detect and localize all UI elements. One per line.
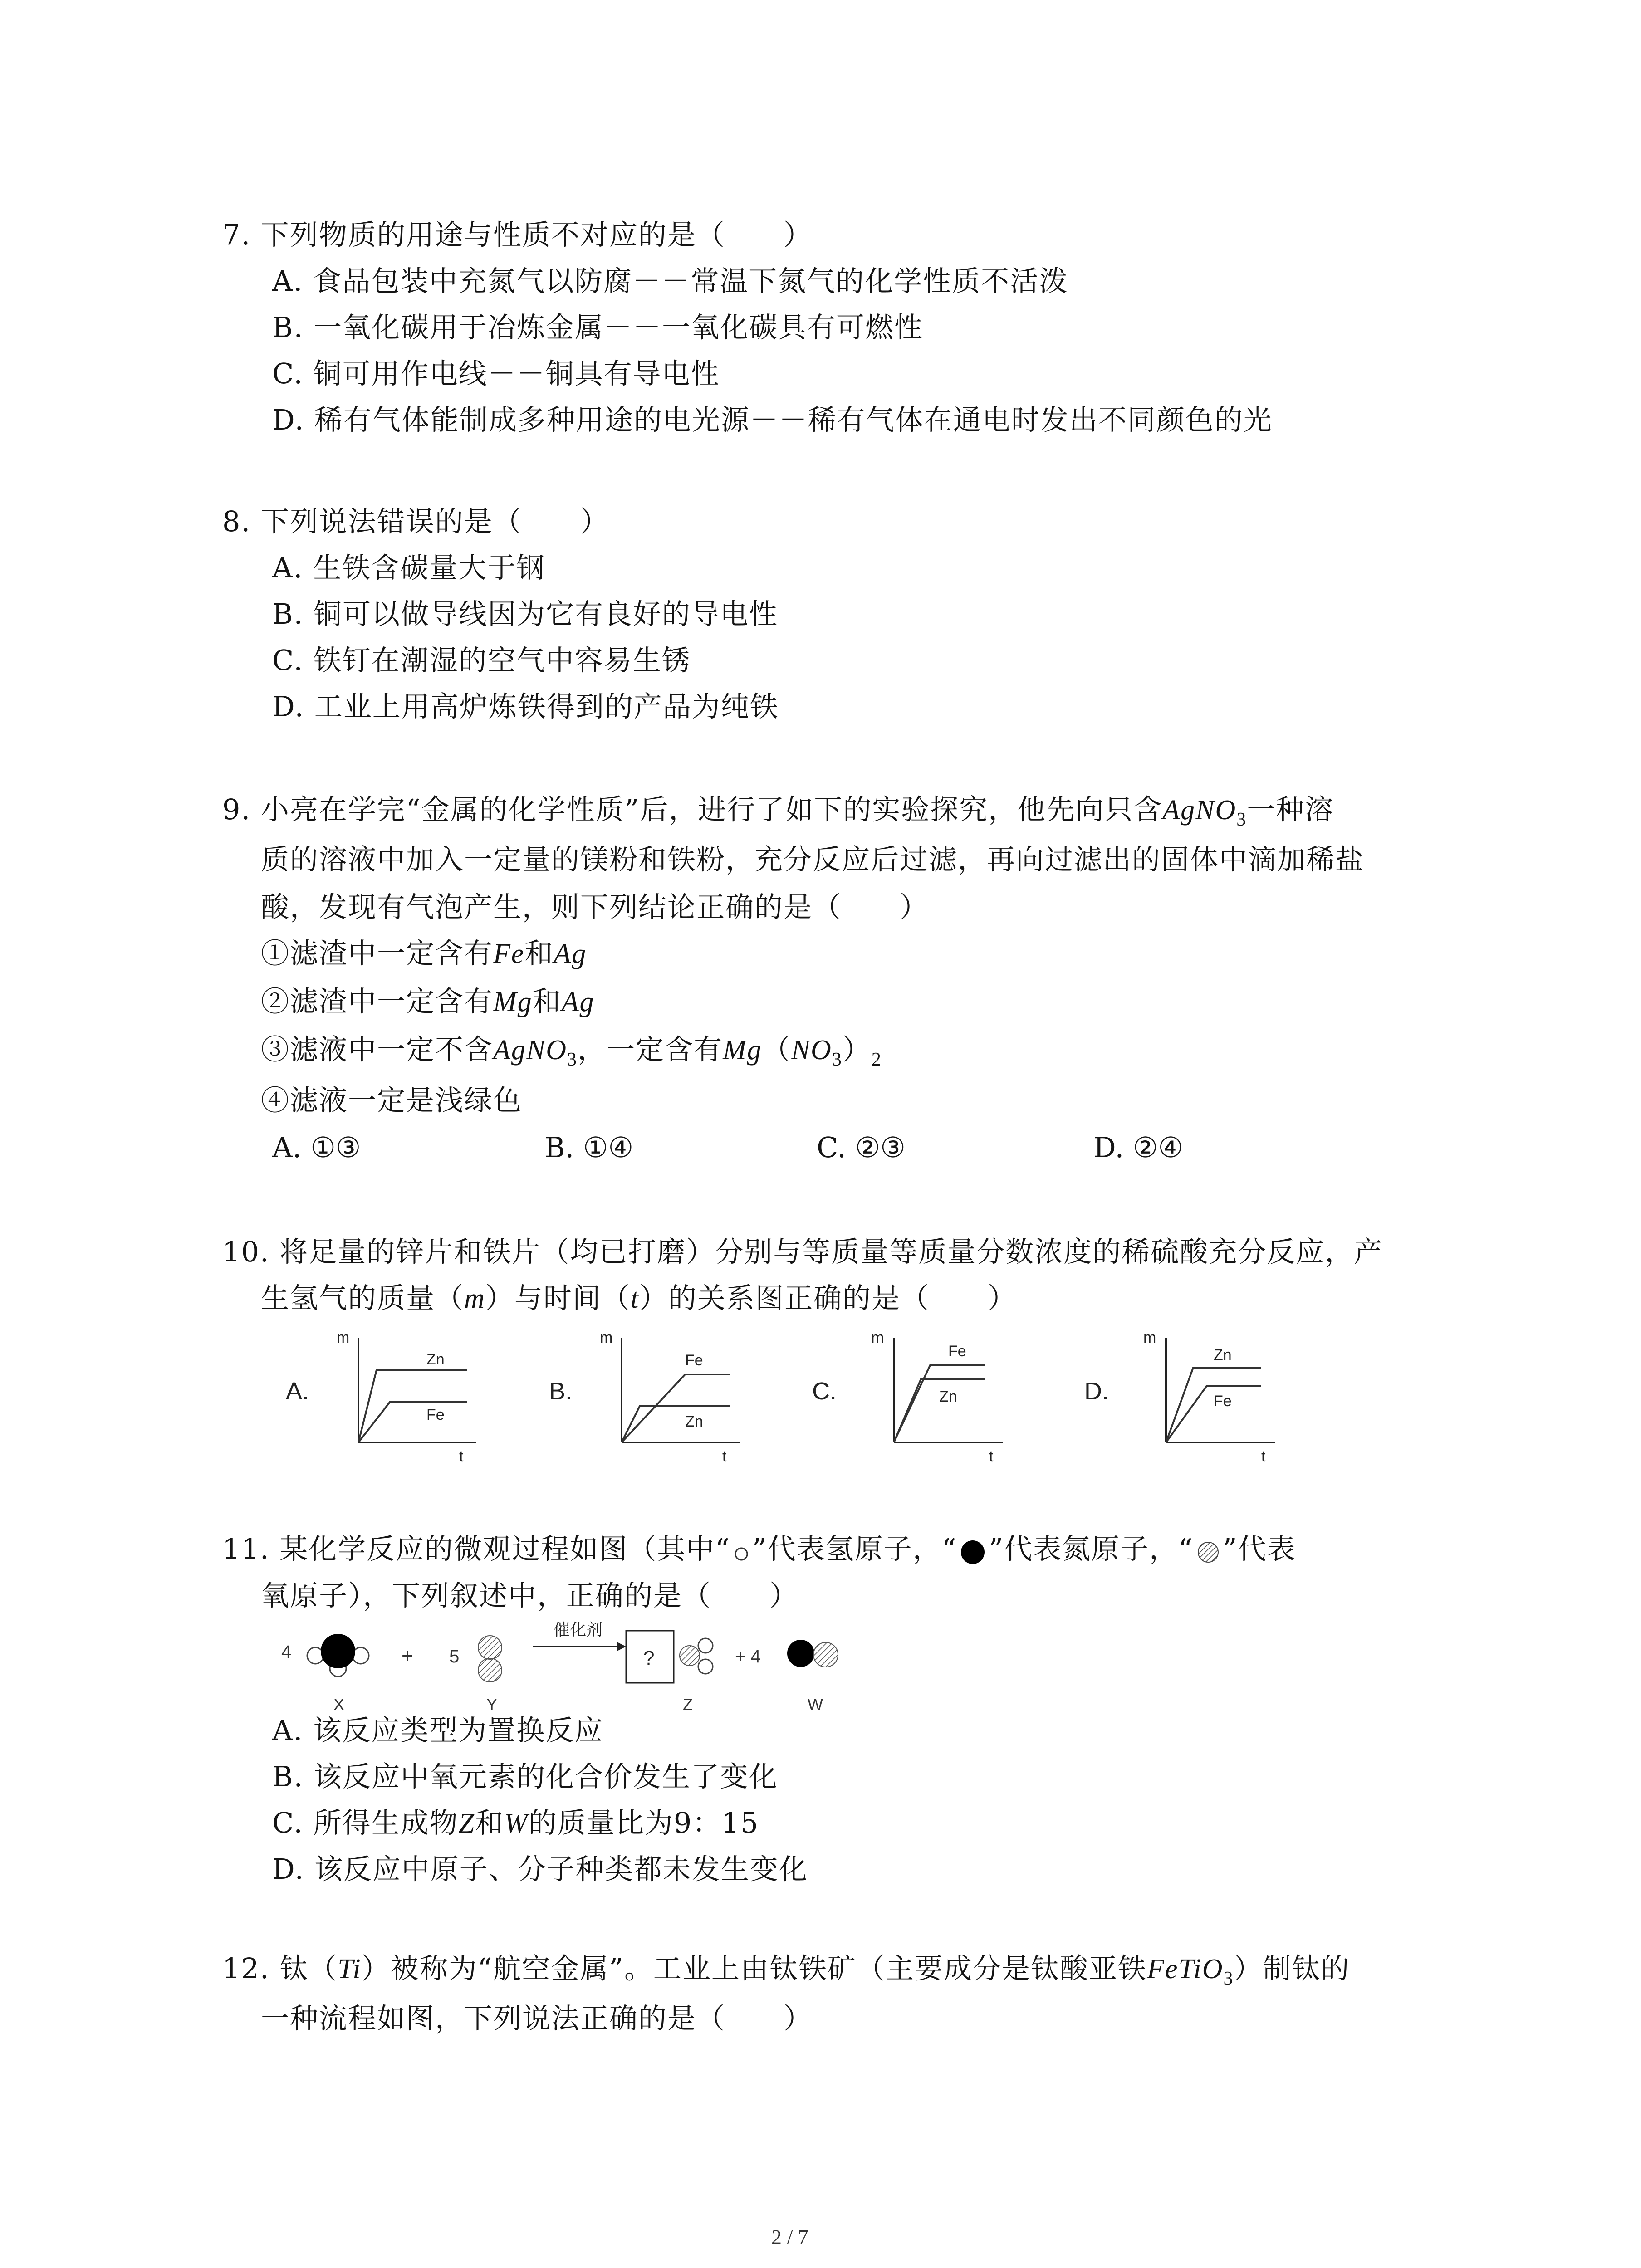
plus-sign: +	[402, 1645, 413, 1667]
page-number: 2 / 7	[771, 2225, 808, 2248]
q9-formula: Ag	[554, 938, 587, 969]
q12-text: ）被称为“航空金属”。工业上由钛铁矿（主要成分是钛酸亚铁	[361, 1952, 1147, 1985]
q9-formula: Fe	[493, 938, 525, 969]
graph-option-label: B.	[549, 1378, 573, 1405]
q10-var-m: m	[464, 1283, 485, 1314]
coef-x: 4	[281, 1642, 292, 1662]
q9-subscript: 3	[567, 1049, 578, 1070]
lower-curve-label: Zn	[939, 1388, 957, 1405]
q9-text: ②滤渣中一定含有	[261, 985, 494, 1018]
y-axis-label: m	[600, 1329, 613, 1346]
oxygen-atom-icon	[1194, 1538, 1223, 1565]
lower-curve-label: Fe	[1214, 1393, 1232, 1410]
q9-formula: AgNO	[493, 1035, 568, 1066]
q12-text: ）制钛的	[1234, 1952, 1350, 1985]
x-axis-label: t	[989, 1448, 994, 1465]
q7-stem: 7. 下列物质的用途与性质不对应的是（ ）	[222, 218, 813, 251]
coef-y: 5	[449, 1647, 460, 1667]
nitrogen-atom-icon	[957, 1538, 989, 1565]
q10-text: ）的关系图正确的是（ ）	[639, 1281, 1017, 1315]
q9-text: （	[762, 1033, 791, 1066]
x-axis-label: t	[459, 1448, 464, 1465]
q9-subscript: 3	[1236, 809, 1247, 830]
q9-stem-line1	[222, 792, 1334, 838]
q10-graph-b	[549, 1329, 758, 1481]
q9-subscript: 2	[871, 1049, 882, 1070]
q12-subscript: 3	[1223, 1968, 1234, 1989]
oxygen-atom-icon	[478, 1636, 502, 1659]
q9-formula: NO	[791, 1035, 832, 1066]
q8-option-b: B. 铜可以做导线因为它有良好的导电性	[272, 597, 778, 631]
q11-var-w: W	[504, 1808, 529, 1839]
x-axis-label: t	[1261, 1448, 1266, 1465]
q11-stem-line2: 氧原子），下列叙述中，正确的是（ ）	[261, 1579, 799, 1612]
q8-stem: 8. 下列说法错误的是（ ）	[222, 505, 609, 538]
hydrogen-atom-icon	[698, 1638, 713, 1653]
q10-stem-line1: 10. 将足量的锌片和铁片（均已打磨）分别与等质量等质量分数浓度的稀硫酸充分反应，产	[222, 1235, 1383, 1268]
q9-text: 和	[524, 937, 554, 970]
q7-option-a: A. 食品包装中充氮气以防腐－－常温下氮气的化学性质不活泼	[272, 264, 1068, 298]
catalyst-label: 催化剂	[554, 1620, 603, 1639]
q8-option-d: D. 工业上用高炉炼铁得到的产品为纯铁	[272, 690, 779, 723]
q9-option-a: A. ①③	[272, 1131, 361, 1164]
q10-graph-a	[286, 1329, 495, 1481]
q12-stem-line2: 一种流程如图，下列说法正确的是（ ）	[261, 2002, 813, 2035]
q10-graph-d	[1084, 1329, 1293, 1481]
q12-formula: FeTiO	[1147, 1954, 1224, 1984]
upper-curve-label: Fe	[685, 1352, 703, 1369]
unknown-mark: ?	[643, 1647, 655, 1669]
q7-option-c: C. 铜可用作电线－－铜具有导电性	[272, 357, 720, 390]
q9-formula: Mg	[493, 987, 533, 1017]
q8-option-c: C. 铁钉在潮湿的空气中容易生锈	[272, 644, 691, 677]
oxygen-atom-icon	[478, 1658, 502, 1682]
q9-text: 和	[532, 985, 562, 1018]
q10-graph-c	[812, 1329, 1021, 1481]
q9-option-d: D. ②④	[1093, 1131, 1184, 1164]
q11-option-d: D. 该反应中原子、分子种类都未发生变化	[272, 1853, 808, 1886]
q11-text: 和	[475, 1806, 505, 1839]
q12-formula: Ti	[338, 1954, 362, 1984]
q9-statement-2	[261, 983, 595, 1020]
y-axis-label: m	[337, 1329, 350, 1346]
q9-statement-1	[261, 935, 587, 972]
q9-text: ③滤液中一定不含	[261, 1033, 494, 1066]
q9-stem-line2: 质的溶液中加入一定量的镁粉和铁粉，充分反应后过滤，再向过滤出的固体中滴加稀盐	[261, 843, 1365, 876]
upper-curve-label: Zn	[426, 1351, 445, 1368]
q12-stem-line1	[222, 1950, 1350, 1997]
q11-option-b: B. 该反应中氧元素的化合价发生了变化	[272, 1760, 778, 1793]
q7-option-b: B. 一氧化碳用于冶炼金属－－一氧化碳具有可燃性	[272, 311, 923, 344]
hydrogen-atom-icon	[730, 1541, 752, 1563]
graph-option-label: D.	[1084, 1378, 1109, 1405]
q9-formula: Ag	[561, 987, 595, 1017]
label-w: W	[808, 1695, 823, 1714]
q9-text: 9. 小亮在学完“金属的化学性质”后，进行了如下的实验探究，他先向只含	[222, 793, 1163, 826]
oxygen-atom-icon	[813, 1642, 838, 1667]
graph-option-label: C.	[812, 1378, 837, 1405]
q10-text: 生氢气的质量（	[261, 1281, 465, 1315]
lower-curve-label: Fe	[426, 1406, 445, 1423]
q11-text: ”代表	[1222, 1532, 1296, 1565]
q9-formula: AgNO	[1162, 795, 1237, 826]
q7-option-d: D. 稀有气体能制成多种用途的电光源－－稀有气体在通电时发出不同颜色的光	[272, 403, 1273, 436]
q9-text: ①滤渣中一定含有	[261, 937, 494, 970]
q9-statement-3	[261, 1031, 882, 1078]
q8-option-a: A. 生铁含碳量大于钢	[272, 551, 546, 584]
label-x: X	[333, 1695, 345, 1714]
q9-text: ，一定含有	[578, 1033, 723, 1066]
x-axis-label: t	[722, 1448, 727, 1465]
q9-option-c: C. ②③	[817, 1131, 906, 1164]
oxygen-atom-icon	[680, 1646, 700, 1666]
q11-text: 11. 某化学反应的微观过程如图（其中“	[222, 1532, 731, 1565]
q9-statement-4: ④滤液一定是浅绿色	[261, 1084, 523, 1117]
lower-curve-label: Zn	[685, 1413, 703, 1430]
q10-stem-line2	[261, 1280, 1017, 1317]
arrow-icon	[617, 1642, 626, 1651]
q11-stem-line1	[222, 1531, 1296, 1567]
q9-stem-line3: 酸，发现有气泡产生，则下列结论正确的是（ ）	[261, 890, 929, 924]
q9-option-b: B. ①④	[544, 1131, 634, 1164]
y-axis-label: m	[871, 1329, 884, 1346]
label-y: Y	[486, 1695, 498, 1714]
q11-option-c	[272, 1805, 759, 1842]
q11-text: C. 所得生成物	[272, 1806, 459, 1839]
y-axis-label: m	[1143, 1329, 1156, 1346]
q9-text: 一种溶	[1247, 793, 1334, 826]
label-z: Z	[683, 1695, 693, 1714]
q12-text: 12. 钛（	[222, 1952, 338, 1985]
hydrogen-atom-icon	[698, 1659, 713, 1674]
upper-curve-label: Zn	[1214, 1346, 1232, 1364]
q10-text: ）与时间（	[485, 1281, 631, 1315]
upper-curve-label: Fe	[948, 1343, 966, 1360]
q11-option-a: A. 该反应类型为置换反应	[272, 1714, 604, 1747]
q9-subscript: 3	[832, 1049, 843, 1070]
q11-text: ”代表氮原子，“	[989, 1532, 1194, 1565]
q9-formula: Mg	[723, 1035, 762, 1066]
q11-text: ”代表氢原子，“	[752, 1532, 957, 1565]
graph-option-label: A.	[286, 1378, 309, 1405]
q9-text: ）	[842, 1033, 872, 1066]
q10-var-t: t	[630, 1283, 640, 1314]
coef-w: + 4	[735, 1647, 761, 1667]
q11-reaction-diagram	[272, 1619, 907, 1716]
nitrogen-atom-icon	[787, 1640, 814, 1667]
nitrogen-atom-icon	[321, 1634, 355, 1668]
q11-text: 的质量比为9：15	[528, 1806, 759, 1839]
q11-var-z: Z	[458, 1808, 475, 1839]
